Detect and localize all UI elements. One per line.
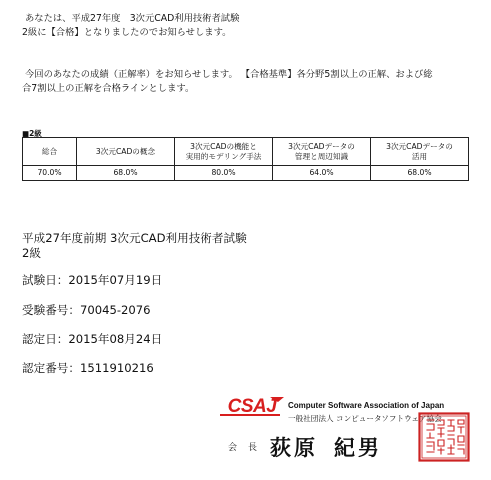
organization-japanese-name: 一般社団法人 コンピュータソフトウェア協会 <box>288 414 442 423</box>
field-label: 試験日： <box>22 273 69 287</box>
certification-number-field <box>22 360 154 376</box>
score-data-usage: 68.0% <box>371 166 469 181</box>
score-modeling: 80.0% <box>175 166 273 181</box>
certification-date-field <box>22 331 162 347</box>
certification-date-value: 2015年08月24日 <box>68 332 163 346</box>
examinee-number-value: 70045-2076 <box>79 303 151 317</box>
header-data-usage: 3次元CADデータの 活用 <box>371 138 469 166</box>
exam-date-field <box>22 272 162 288</box>
score-table <box>22 137 469 181</box>
header-data-management: 3次元CADデータの 管理と周辺知識 <box>273 138 371 166</box>
score-concept: 68.0% <box>77 166 175 181</box>
notice-line-1: あなたは、平成27年度 3次元CAD利用技術者試験 <box>24 13 240 24</box>
certification-number-value: 1511910216 <box>79 361 154 375</box>
notice-line-3: 今回のあなたの成績（正解率）をお知らせします。 【合格基準】各分野5割以上の正解、および総 <box>24 69 433 80</box>
csaj-logo <box>218 394 286 418</box>
score-notice <box>22 68 433 95</box>
president-name <box>270 432 382 462</box>
score-table-header-row <box>23 138 469 166</box>
president-given-name: 紀男 <box>334 435 382 460</box>
organization-english-name: Computer Software Association of Japan <box>288 401 445 410</box>
header-concept: 3次元CADの概念 <box>77 138 175 166</box>
header-modeling: 3次元CADの機能と 実用的モデリング手法 <box>175 138 273 166</box>
president-title: 会長 <box>228 443 269 453</box>
field-label: 受験番号： <box>22 303 80 317</box>
examinee-number-field <box>22 302 151 318</box>
exam-date-value: 2015年07月19日 <box>68 273 163 287</box>
exam-level: 2級 <box>22 246 41 260</box>
notice-line-4: 合7割以上の正解を合格ラインとします。 <box>22 82 195 94</box>
score-table-caption: ■2級 <box>22 129 42 138</box>
score-total: 70.0% <box>23 166 77 181</box>
field-label: 認定日： <box>22 332 69 346</box>
header-total: 総合 <box>23 138 77 166</box>
field-label: 認定番号： <box>22 361 80 375</box>
svg-text:CSAJ: CSAJ <box>227 396 277 417</box>
president-family-name: 荻原 <box>270 435 318 460</box>
pass-notice <box>22 12 239 39</box>
exam-title: 平成27年度前期 3次元CAD利用技術者試験 <box>22 231 247 245</box>
notice-line-2: 2級に【合格】となりましたのでお知らせします。 <box>22 26 232 38</box>
official-seal <box>418 412 470 462</box>
score-data-management: 64.0% <box>273 166 371 181</box>
score-table-value-row <box>23 166 469 181</box>
